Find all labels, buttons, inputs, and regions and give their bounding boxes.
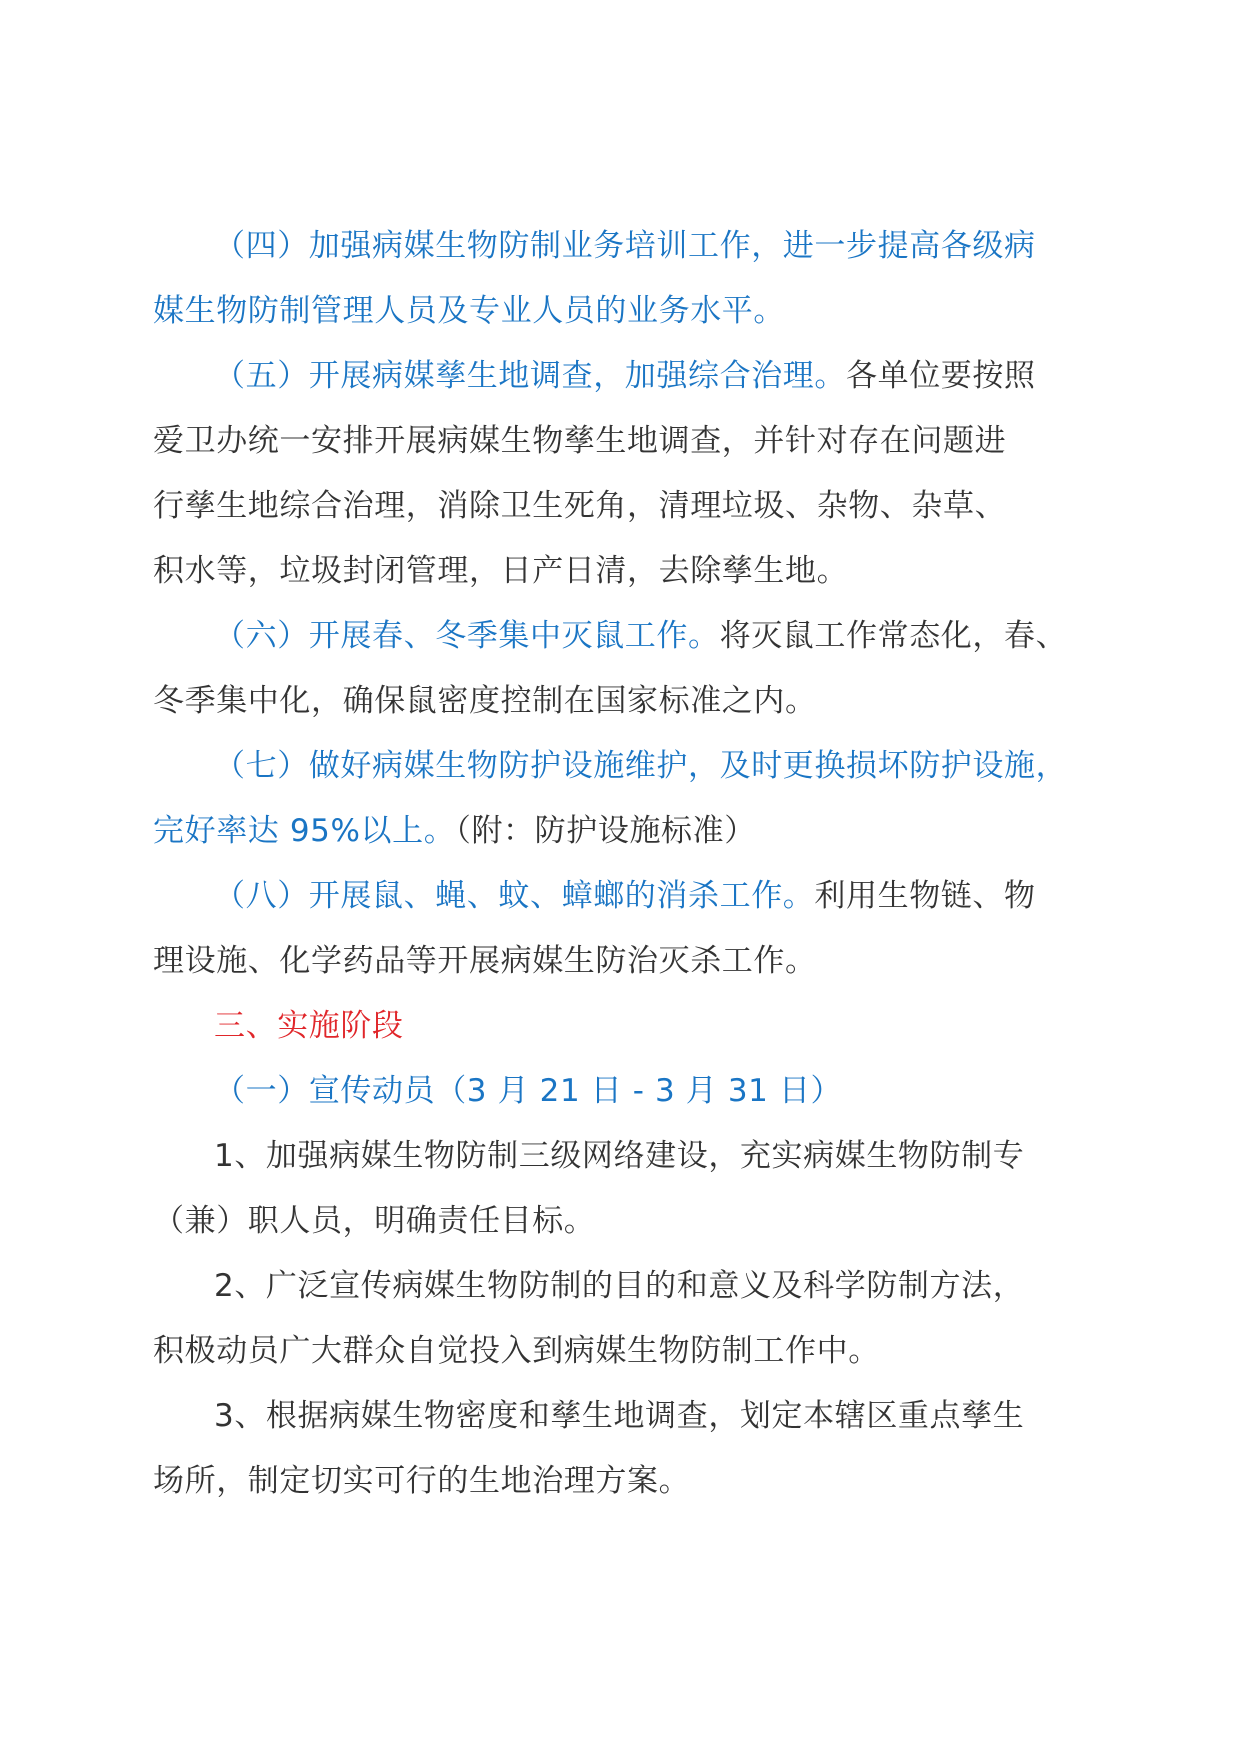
section-heading-8: （八）开展鼠、蝇、蚊、蟑螂的消杀工作。 [214, 878, 815, 914]
paragraph-6-line-1: （六）开展春、冬季集中灭鼠工作。将灭鼠工作常态化，春、 [214, 618, 1068, 654]
paragraph-5-line-1: （五）开展病媒孳生地调查，加强综合治理。各单位要按照 [214, 358, 1036, 394]
item-1-line-2: （兼）职人员，明确责任目标。 [153, 1203, 596, 1239]
paragraph-4-line-1 [153, 214, 1103, 279]
paragraph-8-line-1: （八）开展鼠、蝇、蚊、蟑螂的消杀工作。利用生物链、物 [214, 878, 1036, 914]
paragraph-5-line-4: 积水等，垃圾封闭管理，日产日清，去除孳生地。 [153, 553, 849, 589]
stage-heading-1 [153, 1059, 1103, 1124]
item-2-line-2: 积极动员广大群众自觉投入到病媒生物防制工作中。 [153, 1333, 880, 1369]
item-2-line-1: 2、广泛宣传病媒生物防制的目的和意义及科学防制方法， [214, 1268, 1025, 1304]
paragraph-7-line-2: 完好率达 95%以上。（附：防护设施标准） [153, 813, 756, 849]
section-heading-4: （四）加强病媒生物防制业务培训工作，进一步提高各级病 [214, 228, 1036, 264]
section-heading-6: （六）开展春、冬季集中灭鼠工作。 [214, 618, 720, 654]
paragraph-5-line-3: 行孳生地综合治理，消除卫生死角，清理垃圾、杂物、杂草、 [153, 488, 1007, 524]
paragraph-8-line-2: 理设施、化学药品等开展病媒生防治灭杀工作。 [153, 943, 817, 979]
item-3-line-2: 场所，制定切实可行的生地治理方案。 [153, 1463, 691, 1499]
chapter-title: 三、实施阶段 [214, 1008, 404, 1044]
item-3-line-1: 3、根据病媒生物密度和孳生地调查，划定本辖区重点孳生 [214, 1398, 1025, 1434]
stage-title: （一）宣传动员（3 月 21 日 - 3 月 31 日） [214, 1073, 843, 1109]
paragraph-7-line-1 [153, 734, 1103, 799]
paragraph-6-line-2: 冬季集中化，确保鼠密度控制在国家标准之内。 [153, 683, 817, 719]
item-1-line-1: 1、加强病媒生物防制三级网络建设，充实病媒生物防制专 [214, 1138, 1025, 1174]
section-heading-5: （五）开展病媒孳生地调查，加强综合治理。 [214, 358, 846, 394]
document-body [153, 214, 1103, 1514]
section-heading-7: （七）做好病媒生物防护设施维护，及时更换损坏防护设施， [214, 748, 1068, 784]
chapter-heading-3 [153, 994, 1103, 1059]
paragraph-4-line-2: 媒生物防制管理人员及专业人员的业务水平。 [153, 293, 785, 329]
paragraph-5-line-2: 爱卫办统一安排开展病媒生物孳生地调查，并针对存在问题进 [153, 423, 1007, 459]
